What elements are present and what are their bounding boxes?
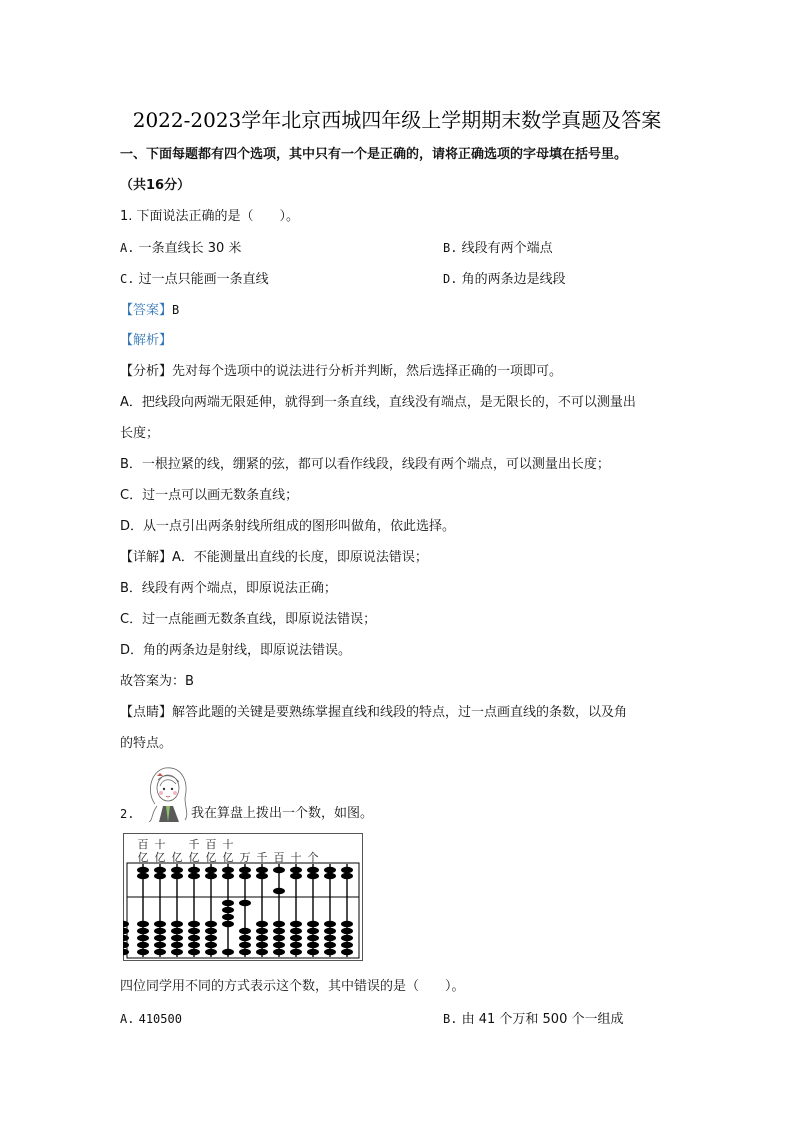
- svg-text:千: 千: [256, 851, 268, 864]
- q1-fenxi: [120, 363, 562, 381]
- q1-analysis-heading: [120, 332, 172, 350]
- section-heading: 一、下面每题都有四个选项，其中只有一个是正确的，请将正确选项的字母填在括号里。: [120, 147, 628, 162]
- svg-text:百: 百: [273, 851, 285, 864]
- question-2-stem: 四位同学用不同的方式表示这个数，其中错误的是（ ）。: [120, 979, 465, 994]
- dianjing-text: 解答此题的关键是要熟练掌握直线和线段的特点，过一点画直线的条数，以及角: [172, 705, 628, 720]
- fenxi-line-a: A．把线段向两端无限延伸，就得到一条直线，直线没有端点，是无限长的，不可以测量出: [120, 395, 636, 410]
- option-label: D.: [443, 272, 458, 286]
- option-label: A.: [120, 241, 135, 255]
- section-score: （共16分）: [120, 178, 191, 193]
- q1-option-d: [443, 270, 566, 289]
- svg-text:亿: 亿: [222, 851, 234, 864]
- svg-text:十: 十: [222, 838, 234, 851]
- fenxi-line-d: D．从一点引出两条射线所组成的图形叫做角，依此选择。: [120, 519, 456, 534]
- answer-tag: 【答案】: [120, 303, 173, 318]
- svg-text:个: 个: [307, 851, 319, 864]
- option-text: 线段有两个端点: [461, 241, 553, 256]
- option-label: B.: [443, 241, 458, 255]
- option-label: A.: [120, 1012, 135, 1026]
- svg-text:十: 十: [154, 838, 166, 851]
- girl-illustration-icon: [145, 764, 191, 822]
- fenxi-tag: 【分析】: [120, 364, 173, 379]
- svg-text:万: 万: [239, 851, 251, 864]
- q1-answer: [120, 301, 179, 320]
- option-text: 由 41 个万和 500 个一组成: [461, 1012, 624, 1027]
- option-label: B.: [443, 1012, 458, 1026]
- question-2-number: 2.: [120, 807, 135, 821]
- q2-option-a: [120, 1010, 182, 1029]
- xiangjie-line-b: B．线段有两个端点，即原说法正确；: [120, 581, 337, 596]
- question-2-speech: 我在算盘上拨出一个数，如图。: [191, 806, 374, 821]
- q2-option-b: [443, 1010, 623, 1029]
- dianjing-cont: 的特点。: [120, 736, 173, 751]
- page-title: 2022-2023学年北京西城四年级上学期期末数学真题及答案: [132, 108, 662, 132]
- fenxi-line-a-cont: 长度；: [120, 426, 160, 441]
- svg-text:亿: 亿: [188, 851, 200, 864]
- svg-text:百: 百: [205, 838, 217, 851]
- fenxi-line-c: C．过一点可以画无数条直线；: [120, 488, 299, 503]
- fenxi-text: 先对每个选项中的说法进行分析并判断，然后选择正确的一项即可。: [172, 364, 563, 379]
- q1-dianjing: [120, 704, 627, 722]
- fenxi-line-b: B．一根拉紧的线，绷紧的弦，都可以看作线段，线段有两个端点，可以测量出长度；: [120, 457, 610, 472]
- xiangjie-line-c: C．过一点能画无数条直线，即原说法错误；: [120, 612, 377, 627]
- q1-option-a: [120, 239, 241, 258]
- q1-option-c: [120, 270, 269, 289]
- answer-value: B: [172, 303, 180, 317]
- option-text: 一条直线长 30 米: [138, 241, 242, 256]
- xiangjie-line-d: D．角的两条边是射线，即原说法错误。: [120, 643, 352, 658]
- svg-text:百: 百: [137, 838, 149, 851]
- svg-text:亿: 亿: [137, 851, 149, 864]
- q1-conclusion: 故答案为：B: [120, 674, 194, 689]
- option-label: C.: [120, 272, 135, 286]
- xiangjie-first: A．不能测量出直线的长度，即原说法错误；: [172, 550, 428, 565]
- dianjing-tag: 【点睛】: [120, 705, 173, 720]
- svg-text:亿: 亿: [171, 851, 183, 864]
- option-text: 过一点只能画一条直线: [138, 272, 269, 287]
- abacus-figure: [123, 833, 363, 961]
- svg-text:亿: 亿: [205, 851, 217, 864]
- analysis-tag: 【解析】: [120, 333, 173, 348]
- option-text: 角的两条边是线段: [461, 272, 566, 287]
- question-1-stem: 1. 下面说法正确的是（ ）。: [120, 209, 300, 224]
- option-text: 410500: [138, 1012, 182, 1026]
- svg-text:千: 千: [188, 838, 200, 851]
- svg-text:十: 十: [290, 851, 302, 864]
- q1-xiangjie: [120, 549, 428, 567]
- q1-option-b: [443, 239, 553, 258]
- svg-text:亿: 亿: [154, 851, 166, 864]
- xiangjie-tag: 【详解】: [120, 550, 173, 565]
